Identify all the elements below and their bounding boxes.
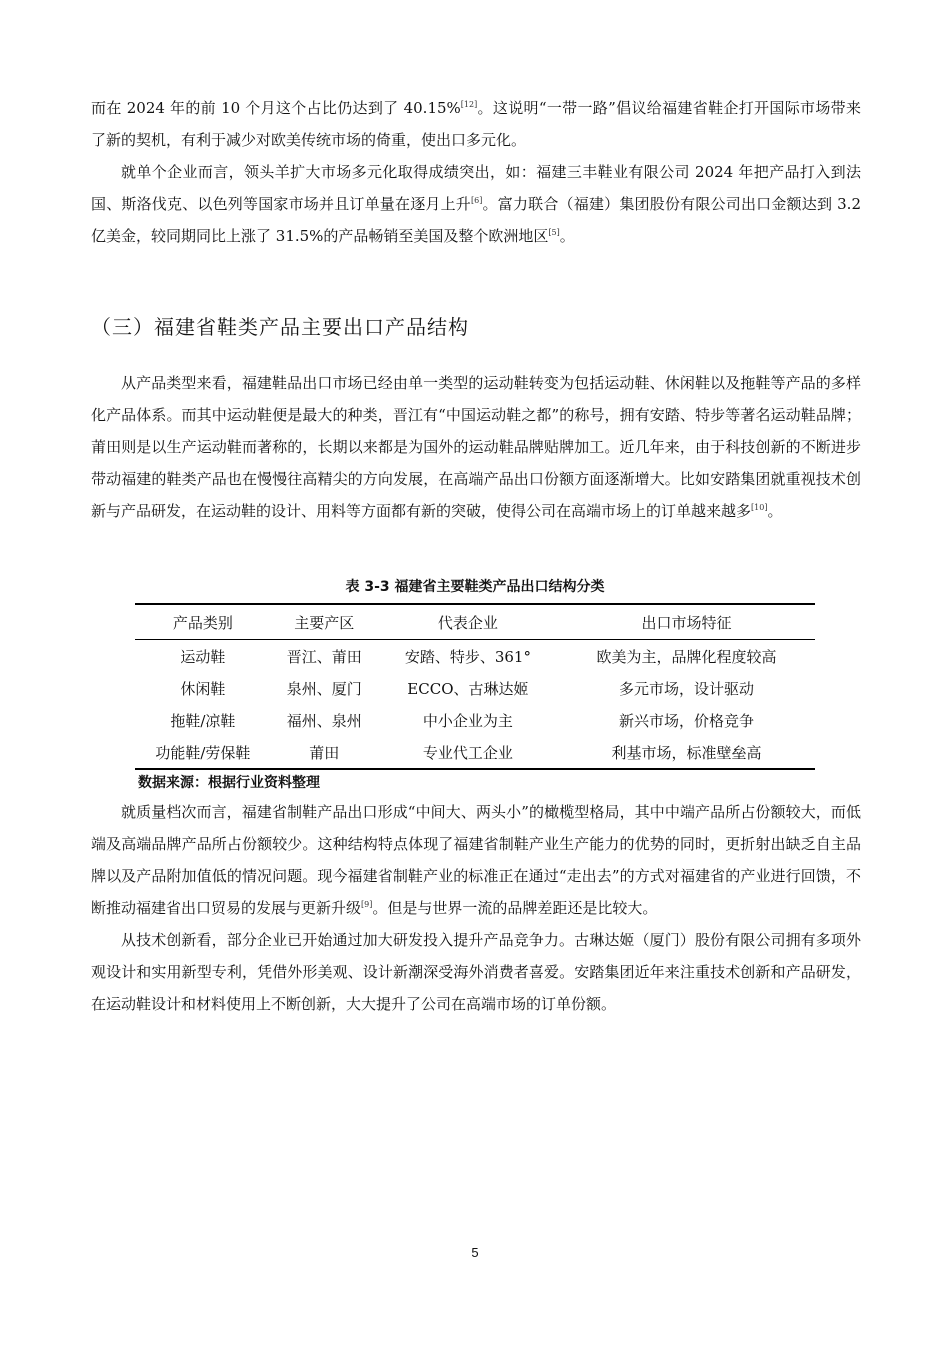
table-row (135, 736, 815, 769)
table-cell: 拖鞋/凉鞋 (170, 711, 236, 730)
section-heading: （三）福建省鞋类产品主要出口产品结构 (91, 315, 469, 339)
table-cell: 运动鞋 (180, 647, 226, 666)
table-cell: 安踏、特步、361° (404, 647, 531, 666)
table-cell: 多元市场，设计驱动 (618, 679, 754, 698)
column-header: 出口市场特征 (558, 604, 815, 640)
top-text-block (91, 92, 861, 252)
citation-ref: [6] (471, 196, 483, 205)
export-structure-table (135, 603, 815, 770)
paragraph-quality-tier: 就质量档次而言，福建省制鞋产品出口形成“中间大、两头小”的橄榄型格局，其中中端产品所占份额较大，而低端及高端品牌产品所占份额较少。这种结构特点体现了福建省制鞋产业生产能力的优势的同时，更折射出缺乏自主品牌以及产品附加值低的情况问题。现今福建省制鞋产业的标准正在通过“走出去”的方式对福建省的产业进行回馈，不断推动福建省出口贸易的发展与更新升级[9]。但是与世界一流的品牌差距还是比较大。 (91, 803, 861, 917)
table-cell: 欧美为主，品牌化程度较高 (596, 647, 777, 666)
mid-text-block (91, 367, 861, 527)
table-caption: 表 3-3 福建省主要鞋类产品出口结构分类 (345, 579, 605, 595)
table-cell: 利基市场，标准壁垒高 (558, 736, 815, 769)
paragraph-export-share: 而在 2024 年的前 10 个月这个占比仍达到了 40.15%[12]。这说明“一带一路”倡议给福建省鞋企打开国际市场带来了新的契机，有利于减少对欧美传统市场的倚重，使出口多元化。 (91, 99, 861, 149)
page-number: 5 (471, 1245, 479, 1260)
table-header-row (135, 604, 815, 640)
column-header: 主要产区 (271, 604, 378, 640)
table-cell: 中小企业为主 (422, 711, 513, 730)
table-row (135, 672, 815, 704)
citation-ref: [10] (751, 503, 768, 512)
paragraph-tech-innovation: 从技术创新看，部分企业已开始通过加大研发投入提升产品竞争力。古琳达姬（厦门）股份有限公司拥有多项外观设计和实用新型专利，凭借外形美观、设计新潮深受海外消费者喜爱。安踏集团近年来注重技术创新和产品研发，在运动鞋设计和材料使用上不断创新，大大提升了公司在高端市场的订单份额。 (91, 931, 861, 1013)
column-header: 产品类别 (135, 604, 271, 640)
table-cell: 莆田 (271, 736, 378, 769)
citation-ref: [5] (548, 228, 560, 237)
table-cell: 功能鞋/劳保鞋 (135, 736, 271, 769)
table-source-note: 数据来源：根据行业资料整理 (138, 775, 320, 791)
bottom-text-block (91, 796, 861, 1020)
citation-ref: [9] (361, 900, 373, 909)
table-row (135, 704, 815, 736)
table-cell: 泉州、厦门 (286, 679, 362, 698)
table-cell: 专业代工企业 (378, 736, 558, 769)
table-cell: 休闲鞋 (180, 679, 226, 698)
column-header: 代表企业 (378, 604, 558, 640)
paragraph-single-enterprise: 就单个企业而言，领头羊扩大市场多元化取得成绩突出，如：福建三丰鞋业有限公司 2024 年把产品打入到法国、斯洛伐克、以色列等国家市场并且订单量在逐月上升[6]。富力联合（福建）集团股份有限公司出口金额达到 3.2 亿美金，较同期同比上涨了 31.5%的产品畅销至美国及整个欧洲地区[5]。 (91, 163, 861, 245)
citation-ref: [12] (460, 100, 478, 109)
table-cell: ECCO、古琳达姬 (407, 679, 529, 698)
table-cell: 晋江、莆田 (286, 647, 362, 666)
table-cell: 新兴市场，价格竞争 (618, 711, 754, 730)
paragraph-product-types: 从产品类型来看，福建鞋品出口市场已经由单一类型的运动鞋转变为包括运动鞋、休闲鞋以及拖鞋等产品的多样化产品体系。而其中运动鞋便是最大的种类，晋江有“中国运动鞋之都”的称号，拥有安踏、特步等著名运动鞋品牌；莆田则是以生产运动鞋而著称的，长期以来都是为国外的运动鞋品牌贴牌加工。近几年来，由于科技创新的不断进步带动福建的鞋类产品也在慢慢往高精尖的方向发展，在高端产品出口份额方面逐渐增大。比如安踏集团就重视技术创新与产品研发，在运动鞋的设计、用料等方面都有新的突破，使得公司在高端市场上的订单越来越多[10]。 (91, 374, 861, 520)
table-cell: 福州、泉州 (286, 711, 362, 730)
table-row (135, 640, 815, 673)
